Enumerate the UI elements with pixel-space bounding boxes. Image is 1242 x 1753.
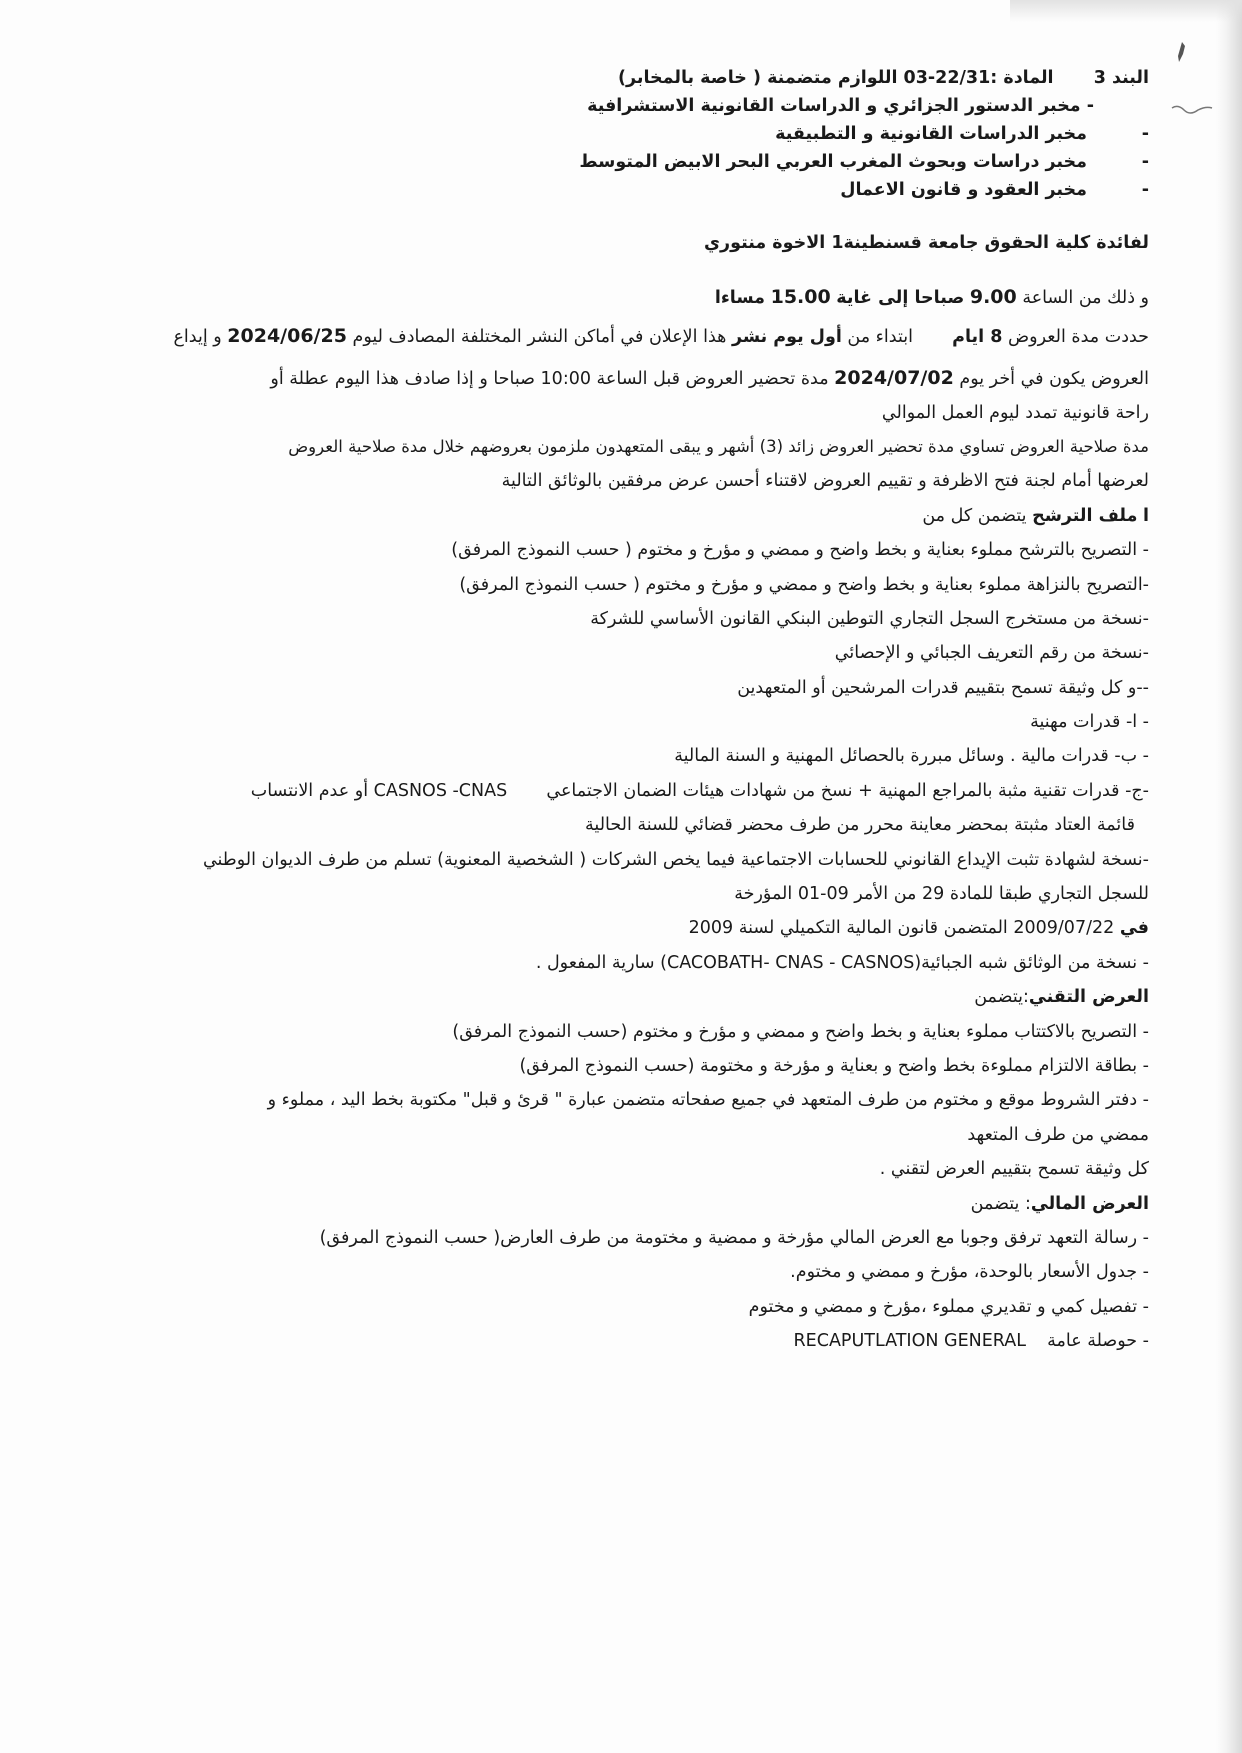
technical-item: - بطاقة الالتزام مملوءة بخط واضح و بعناية و مؤرخة و مختومة (حسب النموذج المرفق) [519, 1055, 1149, 1076]
deadline-text: هذا الإعلان في أماكن النشر المختلفة المصادف ليوم [352, 326, 727, 347]
start-word: صباحا إلى غاية [836, 288, 965, 309]
financial-title: العرض المالي [1030, 1193, 1149, 1214]
financial-item: - جدول الأسعار بالوحدة، مؤرخ و ممضي و مختوم. [790, 1262, 1149, 1283]
financial-item: - رسالة التعهد ترفق وجوبا مع العرض المالي مؤرخة و ممضية و مختومة من طرف العارض( حسب النموذج المرفق) [319, 1227, 1149, 1248]
ink-mark [1170, 102, 1214, 116]
financial-heading [97, 1187, 1149, 1221]
lab-item-label: مخبر العقود و قانون الاعمال [840, 180, 1087, 200]
lab-item: -مخبر العقود و قانون الاعمال [840, 180, 1149, 200]
deadline-paragraph-line [97, 319, 1149, 353]
financial-item [97, 1324, 1149, 1358]
ink-mark [1174, 40, 1190, 66]
deadline-text: حددت مدة العروض [1007, 326, 1149, 347]
lab-item: -مخبر دراسات وبحوث المغرب العربي البحر الابيض المتوسط [579, 152, 1149, 172]
candidacy-intro: يتضمن كل من [922, 505, 1027, 526]
financial-intro: : يتضمن [970, 1193, 1031, 1214]
technical-item: - التصريح بالاكتتاب مملوء بعناية و بخط واضح و ممضي و مؤرخ و مختوم (حسب النموذج المرفق) [452, 1021, 1149, 1042]
scan-smudge [1010, 0, 1242, 22]
document-body [97, 64, 1149, 1359]
candidacy-item [97, 946, 1149, 980]
page-edge-shadow [1216, 0, 1242, 1753]
end-word: مساءا [714, 288, 766, 309]
candidacy-item: - ا- قدرات مهنية [1030, 712, 1149, 733]
article-line: المادة :22/31-03 اللوازم متضمنة ( خاصة بالمخابر) [618, 68, 1054, 88]
candidacy-item: --و كل وثيقة تسمح بتقييم قدرات المرشحين أو المتعهدين [737, 677, 1149, 698]
candidacy-heading [97, 499, 1149, 533]
candidacy-item: -نسخة من مستخرج السجل التجاري التوطين البنكي القانون الأساسي للشركة [590, 608, 1149, 629]
deadline-text: العروض يكون في أخر يوم [959, 369, 1149, 390]
technical-title: العرض التقني [1028, 987, 1149, 1008]
candidacy-item: -التصريح بالنزاهة مملوء بعناية و بخط واضح و ممضي و مؤرخ و مختوم ( حسب النموذج المرفق) [459, 574, 1149, 595]
band-label: البند 3 [1093, 68, 1149, 88]
lab-item: -مخبر الدراسات القانونية و التطبيقية [775, 124, 1149, 144]
technical-capacity-text: أو عدم الانتساب [250, 780, 369, 801]
deadline-paragraph-line: راحة قانونية تمدد ليوم العمل الموالي [881, 402, 1149, 423]
publication-date: 2024/06/25 [227, 324, 347, 347]
summary-label-latin: RECAPUTLATION GENERAL [793, 1331, 1026, 1352]
deadline-text: و إيداع [173, 326, 222, 347]
lab-item-label: مخبر دراسات وبحوث المغرب العربي البحر الابيض المتوسط [579, 152, 1087, 172]
summary-label: - حوصلة عامة [1047, 1331, 1149, 1352]
hours-prefix: و ذلك من الساعة [1022, 288, 1149, 309]
tax-text: في [1119, 918, 1149, 939]
candidacy-item: - التصريح بالترشح مملوء بعناية و بخط واضح و ممضي و مؤرخ و مختوم ( حسب النموذج المرفق) [451, 540, 1149, 561]
technical-item: - دفتر الشروط موقع و مختوم من طرف المتعهد في جميع صفحاته متضمن عبارة " قرئ و قبل" مكتوبة بخط اليد ، مملوء و [267, 1090, 1149, 1111]
candidacy-item: - ب- قدرات مالية . وسائل مبررة بالحصائل المهنية و السنة المالية [674, 746, 1149, 767]
end-time: 15.00 [770, 286, 831, 309]
validity-paragraph-line: مدة صلاحية العروض تساوي مدة تحضير العروض زائد (3) أشهر و يبقى المتعهدون ملزمون بعروضهم خلال مدة صلاحية العروض [288, 436, 1149, 456]
deadline-text: ابتداء من [847, 326, 913, 347]
candidacy-item [97, 774, 1149, 808]
submission-date: 2024/07/02 [834, 367, 954, 390]
article-header [97, 64, 1149, 92]
technical-item: كل وثيقة تسمح بتقييم العرض لتقني . [879, 1159, 1149, 1180]
candidacy-item: -نسخة لشهادة تثبت الإيداع القانوني للحسابات الاجتماعية فيما يخص الشركات ( الشخصية المعنوية) تسلم من طرف الديوان الوطني [202, 849, 1149, 870]
validity-paragraph-line: لعرضها أمام لجنة فتح الاظرفة و تقييم العروض لاقتناء أحسن عرض مرفقين بالوثائق التالية [501, 471, 1149, 492]
deadline-paragraph-line [97, 361, 1149, 395]
tax-text: المتضمن قانون المالية التكميلي لسنة 2009 [688, 918, 1008, 939]
candidacy-item: قائمة العتاد مثبتة بمحضر معاينة محرر من طرف محضر قضائي للسنة الحالية [585, 815, 1135, 836]
first-publication-day: أول يوم نشر [731, 326, 842, 347]
candidacy-item: -نسخة من رقم التعريف الجبائي و الإحصائي [834, 643, 1149, 664]
hours-line [97, 280, 1149, 314]
technical-heading [97, 980, 1149, 1014]
parafiscal-text: ) سارية المفعول . [535, 952, 667, 973]
deadline-days: 8 ايام [952, 326, 1003, 347]
lab-item: - مخبر الدستور الجزائري و الدراسات القانونية الاستشرافية [587, 96, 1094, 116]
technical-intro: :يتضمن [974, 987, 1029, 1008]
tax-date: 2009/07/22 [1013, 918, 1115, 939]
technical-item: ممضي من طرف المتعهد [967, 1124, 1149, 1145]
deadline-text: مدة تحضير العروض قبل الساعة 10:00 صباحا و إذا صادف هذا اليوم عطلة أو [270, 369, 829, 390]
social-security-codes: CASNOS -CNAS [373, 780, 508, 801]
financial-item: - تفصيل كمي و تقديري مملوء ،مؤرخ و ممضي و مختوم [748, 1296, 1149, 1317]
candidacy-item [97, 911, 1149, 945]
candidacy-title: ملف الترشح [1032, 505, 1138, 526]
lab-item-label: مخبر الدراسات القانونية و التطبيقية [775, 124, 1087, 144]
technical-capacity-text: -ج- قدرات تقنية مثبة بالمراجع المهنية + نسخ من شهادات هيئات الضمان الاجتماعي [546, 780, 1149, 801]
start-time: 9.00 [969, 286, 1017, 309]
candidacy-item: للسجل التجاري طبقا للمادة 29 من الأمر 09-01 المؤرخة [734, 884, 1149, 905]
parafiscal-codes: CACOBATH- CNAS - CASNOS [666, 952, 915, 973]
candidacy-number: ا [1143, 505, 1149, 526]
parafiscal-text: - نسخة من الوثائق شبه الجبائية( [914, 952, 1149, 973]
beneficiary-line: لفائدة كلية الحقوق جامعة قسنطينة1 الاخوة منتوري [704, 233, 1149, 253]
